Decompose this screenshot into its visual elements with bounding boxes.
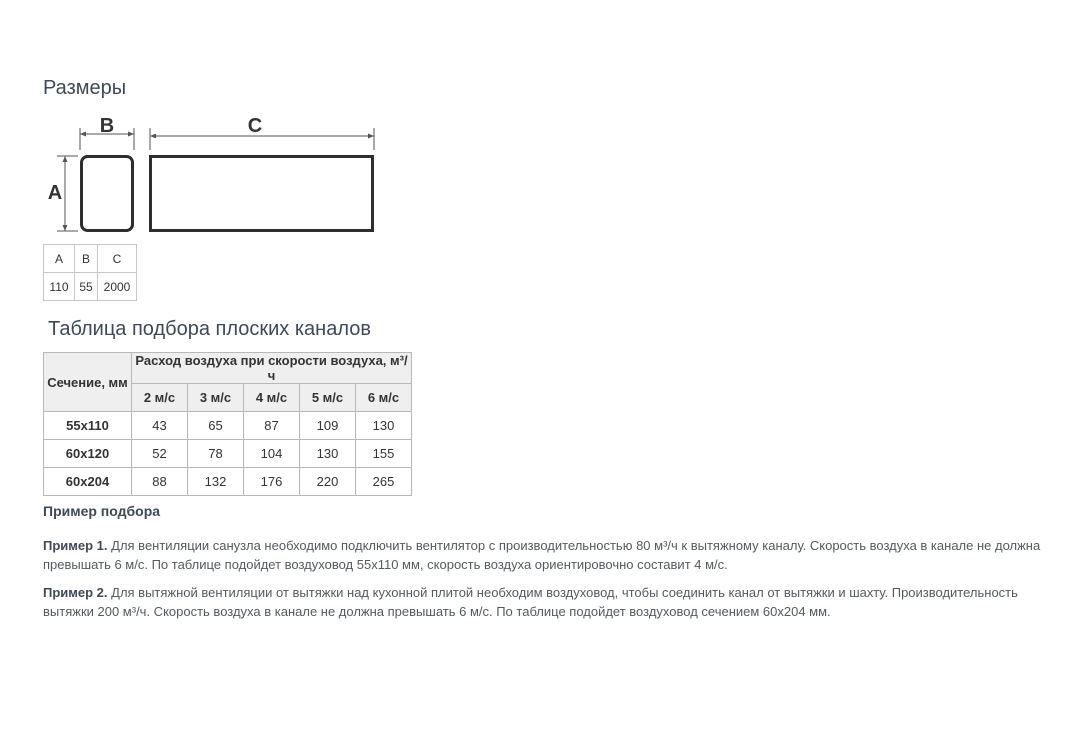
dim-value-b: 55 — [75, 273, 98, 301]
example-paragraph-2 — [43, 583, 1053, 621]
flow-value: 109 — [300, 412, 356, 440]
row-section: 60х204 — [44, 468, 132, 496]
row-section: 60х120 — [44, 440, 132, 468]
table-row — [44, 412, 412, 440]
dim-value-a: 110 — [44, 273, 75, 301]
example-paragraph-1 — [43, 536, 1053, 574]
speed-header: 2 м/с — [132, 384, 188, 412]
example-text: Для вытяжной вентиляции от вытяжки над кухонной плитой необходим воздуховод, чтобы соединить канал от вытяжки и шахту. Производительность вытяжки 200 м³/ч. Скорость воздуха в канале не должна превышать 6 м/с. По таблице подойдет воздуховод сечением 60х204 мм. — [43, 585, 1018, 619]
flow-value: 87 — [244, 412, 300, 440]
duct-side-view — [151, 157, 373, 231]
flow-value: 265 — [356, 468, 412, 496]
speed-header: 5 м/с — [300, 384, 356, 412]
flow-value: 176 — [244, 468, 300, 496]
example-label: Пример 2. — [43, 585, 108, 600]
duct-dimensions-diagram — [40, 112, 385, 240]
flow-value: 88 — [132, 468, 188, 496]
diagram-label-c: C — [247, 115, 263, 137]
diagram-label-b: B — [99, 115, 115, 137]
speed-header: 4 м/с — [244, 384, 300, 412]
flow-value: 65 — [188, 412, 244, 440]
duct-cross-section — [82, 157, 133, 231]
diagram-label-a: A — [47, 182, 63, 204]
example-text: Для вентиляции санузла необходимо подключить вентилятор с производительностью 80 м³/ч к вытяжному каналу. Скорость воздуха в канале не должна превышать 6 м/с. По таблице подойдет воздуховод 55х110 мм, скорость воздуха ориентировочно составит 4 м/с. — [43, 538, 1041, 572]
selection-heading: Таблица подбора плоских каналов — [48, 318, 371, 340]
example-heading: Пример подбора — [43, 503, 161, 519]
flow-value: 132 — [188, 468, 244, 496]
dim-header-a: A — [44, 245, 75, 273]
dim-header-b: B — [75, 245, 98, 273]
selection-table — [43, 352, 412, 496]
flow-value: 130 — [356, 412, 412, 440]
flow-header: Расход воздуха при скорости воздуха, м³/ч — [132, 353, 412, 384]
section-header: Сечение, мм — [44, 353, 132, 412]
row-section: 55х110 — [44, 412, 132, 440]
flow-value: 220 — [300, 468, 356, 496]
dimensions-table — [43, 244, 137, 301]
sizes-heading: Размеры — [43, 77, 127, 99]
flow-value: 104 — [244, 440, 300, 468]
dim-value-c: 2000 — [98, 273, 137, 301]
table-row — [44, 440, 412, 468]
flow-value: 130 — [300, 440, 356, 468]
flow-value: 43 — [132, 412, 188, 440]
speed-header: 6 м/с — [356, 384, 412, 412]
dim-header-c: C — [98, 245, 137, 273]
flow-value: 155 — [356, 440, 412, 468]
speed-header: 3 м/с — [188, 384, 244, 412]
example-label: Пример 1. — [43, 538, 108, 553]
flow-value: 78 — [188, 440, 244, 468]
table-row — [44, 468, 412, 496]
flow-value: 52 — [132, 440, 188, 468]
